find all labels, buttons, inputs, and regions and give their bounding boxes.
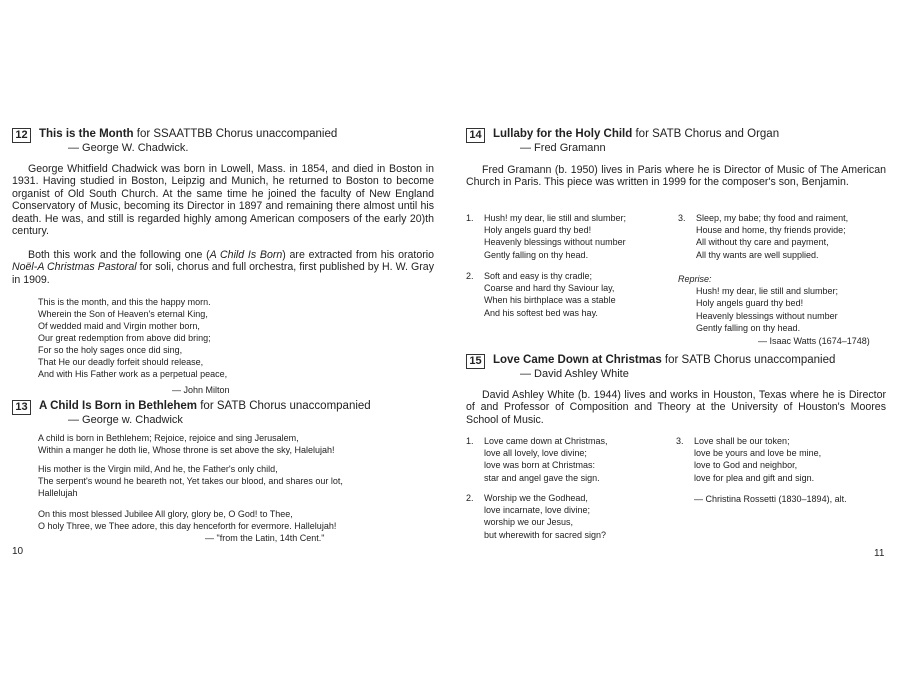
verse-line: Holy angels guard thy bed! bbox=[696, 298, 804, 309]
gramann-bio-paragraph: Fred Gramann (b. 1950) lives in Paris where he is Director of Music of The American Church in Paris. This piece was written in 1999 for the composer's son, Benjamin. bbox=[466, 164, 886, 189]
poem-line: And with His Father work as a perpetual peace, bbox=[38, 369, 228, 379]
item-composer: — David Ashley White bbox=[520, 368, 629, 380]
verse-number: 2. bbox=[466, 271, 474, 281]
verse-line: star and angel gave the sign. bbox=[484, 472, 600, 483]
item-title: Love Came Down at Christmas bbox=[493, 354, 662, 366]
chadwick-bio-paragraph: George Whitfield Chadwick was born in Lowell, Mass. in 1854, and died in Boston in 1931. Having studied in Boston, Leipzig and Munich, he returned to Boston to become organist of Old South Church. At the same time he joined the faculty of New England Conservatory of Music, becoming its Director in 1897 and remaining there almost until his death. He was, and still is regarded highly among American composers of the early 20)th century. bbox=[12, 163, 434, 238]
verse-number: 3. bbox=[676, 436, 684, 446]
verse-line: Love came down at Christmas, bbox=[484, 436, 608, 446]
para-text: for soli, chorus and full orchestra, first published by H. W. Gray in 1909. bbox=[12, 261, 434, 286]
verse-line: but wherewith for sacred sign? bbox=[484, 529, 607, 540]
verse-line: love for plea and gift and sign. bbox=[694, 472, 815, 483]
verse-3 bbox=[678, 212, 898, 261]
verse-number: 3. bbox=[678, 213, 686, 223]
poem-line: For so the holy sages once did sing, bbox=[38, 345, 183, 355]
item-title: A Child Is Born in Bethlehem bbox=[39, 400, 198, 412]
stanza-line: O holy Three, we Thee adore, this day henceforth for evermore. Hallelujah! bbox=[38, 521, 337, 531]
page-number: 11 bbox=[874, 548, 885, 559]
verse-line: All without thy care and payment, bbox=[696, 237, 829, 248]
item-number: 13 bbox=[12, 400, 31, 415]
item-number: 12 bbox=[12, 128, 31, 143]
verse-1 bbox=[466, 435, 686, 484]
verse-line: worship we our Jesus, bbox=[484, 517, 574, 528]
stanza-line: His mother is the Virgin mild, And he, the Father's only child, bbox=[38, 464, 278, 474]
verse-line: Coarse and hard thy Saviour lay, bbox=[484, 283, 615, 294]
verse-line: love be yours and love be mine, bbox=[694, 448, 822, 459]
verse-line: Gently falling on thy head. bbox=[696, 322, 801, 333]
stanza-line: The serpent's wound he beareth not, Yet takes our blood, and shares our lot, bbox=[38, 476, 343, 486]
right-page bbox=[450, 0, 900, 676]
stanza-line: On this most blessed Jubilee All glory, glory be, O God! to Thee, bbox=[38, 509, 293, 519]
item-12-heading bbox=[12, 128, 337, 143]
rossetti-attribution: — Christina Rossetti (1830–1894), alt. bbox=[694, 494, 847, 504]
verse-line: love all lovely, love divine; bbox=[484, 448, 587, 459]
white-bio-paragraph: David Ashley White (b. 1944) lives and works in Houston, Texas where he is Director of and Professor of Composition and Theory at the University of Houston's Moores School of Music. bbox=[466, 389, 886, 426]
verse-line: love was born at Christmas: bbox=[484, 460, 596, 471]
item-title: Lullaby for the Holy Child bbox=[493, 128, 633, 140]
reprise bbox=[678, 273, 898, 334]
item-13-heading bbox=[12, 400, 371, 415]
stanza-2 bbox=[38, 463, 343, 499]
source-paragraph bbox=[12, 249, 434, 286]
item-title: This is the Month bbox=[39, 128, 134, 140]
verse-line: House and home, thy friends provide; bbox=[696, 225, 846, 236]
verse-1 bbox=[466, 212, 686, 261]
reprise-label: Reprise: bbox=[678, 274, 712, 284]
watts-attribution: — Isaac Watts (1674–1748) bbox=[758, 336, 870, 346]
verse-3 bbox=[676, 435, 898, 484]
verse-2 bbox=[466, 492, 686, 541]
verse-line: When his birthplace was a stable bbox=[484, 295, 616, 306]
stanza-line: Within a manger he doth lie, Whose throne is set above the sky, Halelujah! bbox=[38, 445, 335, 455]
verse-number: 1. bbox=[466, 213, 474, 223]
verse-line: Holy angels guard thy bed! bbox=[484, 225, 592, 236]
item-15-heading bbox=[466, 354, 835, 369]
poem-line: That He our deadly forfeit should release, bbox=[38, 357, 204, 367]
verse-line: Soft and easy is thy cradle; bbox=[484, 271, 593, 281]
poem-line: This is the month, and this the happy morn. bbox=[38, 297, 211, 307]
item-composer: — George w. Chadwick bbox=[68, 414, 183, 426]
item-subtitle: for SATB Chorus unaccompanied bbox=[664, 354, 836, 366]
verse-number: 1. bbox=[466, 436, 474, 446]
poem-line: Wherein the Son of Heaven's eternal King, bbox=[38, 309, 208, 319]
poem-line: Of wedded maid and Virgin mother born, bbox=[38, 321, 200, 331]
item-14-heading bbox=[466, 128, 779, 143]
verse-line: love to God and neighbor, bbox=[694, 460, 798, 471]
item-number: 15 bbox=[466, 354, 485, 369]
verse-line: Sleep, my babe; thy food and raiment, bbox=[696, 213, 849, 223]
stanza-line: Hallelujah bbox=[38, 488, 78, 498]
verse-2 bbox=[466, 270, 686, 319]
para-text: ) are extracted from his oratorio bbox=[282, 249, 435, 261]
para-italic-title: Noël-A Christmas Pastoral bbox=[12, 261, 137, 274]
verse-line: Worship we the Godhead, bbox=[484, 493, 588, 503]
item-composer: — George W. Chadwick. bbox=[68, 142, 189, 154]
verse-line: Hush! my dear, lie still and slumber; bbox=[484, 213, 627, 223]
item-subtitle: for SSAATTBB Chorus unaccompanied bbox=[136, 128, 338, 140]
verse-number: 2. bbox=[466, 493, 474, 503]
verse-line: Hush! my dear, lie still and slumber; bbox=[696, 286, 839, 297]
milton-poem bbox=[38, 296, 227, 380]
hymn-attribution: — "from the Latin, 14th Cent." bbox=[205, 533, 325, 543]
verse-line: love incarnate, love divine; bbox=[484, 505, 591, 516]
poem-line: Our great redemption from above did bring; bbox=[38, 333, 211, 343]
poem-attribution: — John Milton bbox=[172, 385, 230, 395]
item-composer: — Fred Gramann bbox=[520, 142, 606, 154]
verse-line: Heavenly blessings without number bbox=[484, 237, 626, 248]
verse-line: And his softest bed was hay. bbox=[484, 307, 598, 318]
verse-line: Gently falling on thy head. bbox=[484, 249, 589, 260]
item-subtitle: for SATB Chorus and Organ bbox=[635, 128, 780, 140]
verse-line: Love shall be our token; bbox=[694, 436, 790, 446]
item-subtitle: for SATB Chorus unaccompanied bbox=[200, 400, 371, 412]
page-number: 10 bbox=[12, 546, 24, 557]
para-text: Both this work and the following one ( bbox=[28, 249, 210, 261]
stanza-1 bbox=[38, 432, 335, 456]
verse-line: All thy wants are well supplied. bbox=[696, 249, 819, 260]
para-italic-title: A Child Is Born bbox=[209, 249, 283, 261]
stanza-3 bbox=[38, 508, 336, 532]
item-number: 14 bbox=[466, 128, 485, 143]
stanza-line: A child is born in Bethlehem; Rejoice, rejoice and sing Jerusalem, bbox=[38, 433, 299, 443]
verse-line: Heavenly blessings without number bbox=[696, 310, 838, 321]
